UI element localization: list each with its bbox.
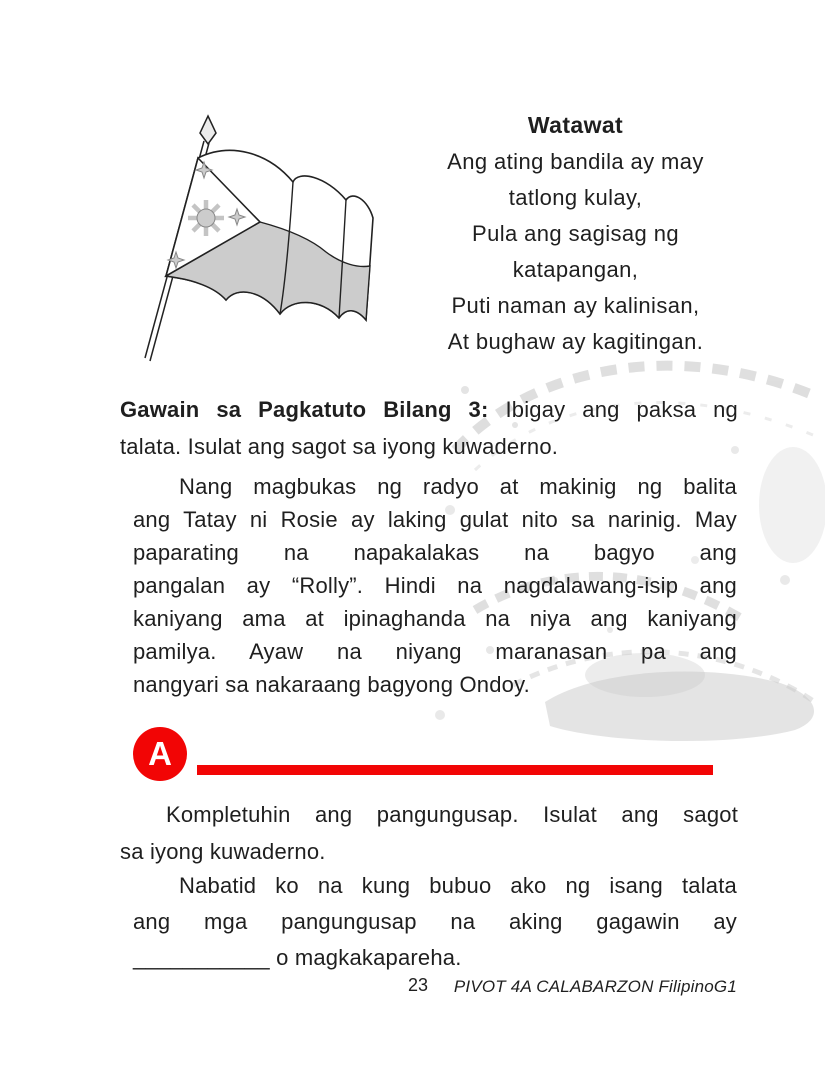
poem-line: At bughaw ay kagitingan. — [447, 329, 704, 354]
story-paragraph — [133, 470, 737, 701]
poem-line: Ang ating bandila ay may — [447, 149, 704, 174]
poem-line: Pula ang sagisag ng — [472, 221, 679, 246]
story-line: paparating na napakalakas na bagyo ang — [133, 540, 737, 565]
section-a-instruction — [120, 796, 738, 870]
story-line: pangalan ay “Rolly”. Hindi na nagdalawang-isip ang — [133, 573, 737, 598]
instruction-line: sa iyong kuwaderno. — [120, 839, 326, 864]
story-line: pamilya. Ayaw na niyang maranasan pa ang — [133, 639, 737, 664]
poem-title: Watawat — [527, 112, 624, 138]
activity-label: Gawain sa Pagkatuto Bilang 3: — [120, 397, 489, 422]
poem-line: tatlong kulay, — [508, 185, 643, 210]
section-a-badge: A — [133, 727, 187, 781]
story-line: kaniyang ama at ipinaghanda na niya ang kaniyang — [133, 606, 737, 631]
module-label: PIVOT 4A CALABARZON FilipinoG1 — [453, 977, 737, 996]
poem-line: Puti naman ay kalinisan, — [451, 293, 700, 318]
fill-line: Nabatid ko na kung bubuo ako ng isang talata — [179, 873, 737, 898]
activity-heading-line — [120, 391, 738, 428]
instruction-line: Kompletuhin ang pangungusap. Isulat ang sagot — [166, 802, 738, 827]
story-line: Nang magbukas ng radyo at makinig ng balita — [179, 474, 737, 499]
fill-blank-line: ___________ o magkakapareha. — [133, 945, 462, 970]
section-divider-line — [197, 765, 713, 775]
poem-line: katapangan, — [512, 257, 639, 282]
flag-spearhead — [200, 116, 216, 144]
flag-sun — [188, 200, 224, 236]
poem-watawat — [393, 106, 758, 360]
story-line: ang Tatay ni Rosie ay laking gulat nito sa narinig. May — [133, 507, 737, 532]
activity-instruction-start: Ibigay ang paksa ng — [505, 397, 738, 422]
activity-instruction-end: talata. Isulat ang sagot sa iyong kuwaderno. — [120, 434, 559, 459]
philippine-flag-illustration-icon — [140, 108, 430, 383]
fill-line: ang mga pangungusap na aking gagawin ay — [133, 909, 737, 934]
fill-in-the-blank-sentence — [133, 868, 737, 976]
page-number: 23 — [407, 975, 429, 995]
story-line: nangyari sa nakaraang bagyong Ondoy. — [133, 672, 530, 697]
activity-heading-block — [120, 391, 738, 465]
